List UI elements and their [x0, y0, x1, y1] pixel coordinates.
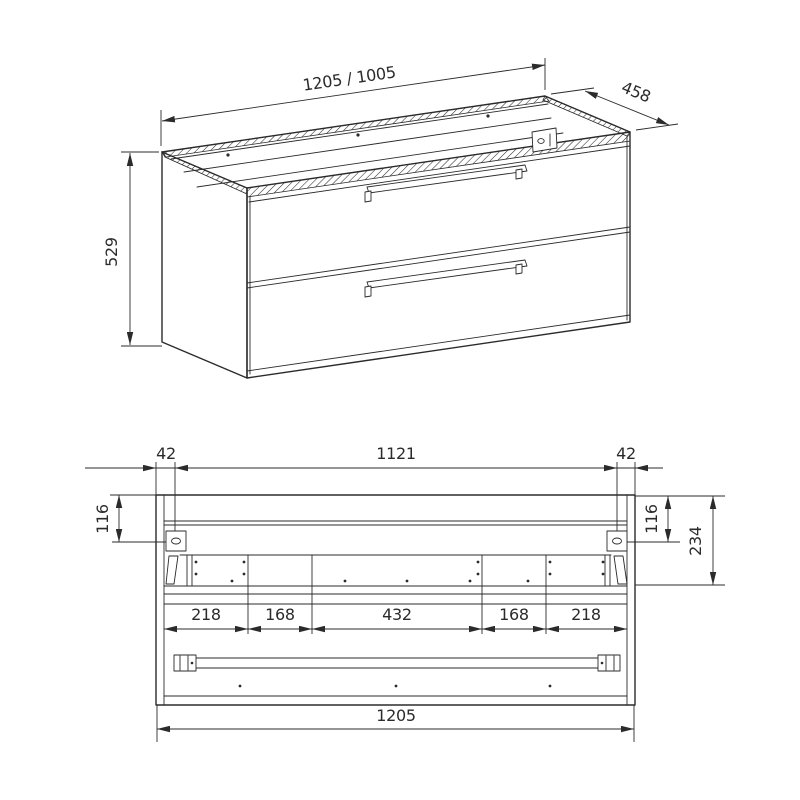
dimension-depth: [551, 77, 678, 130]
dimension-height: [102, 152, 162, 346]
bottom-rail: [174, 655, 620, 687]
depth-dimension-label: 458: [618, 77, 654, 107]
hole-drop-left-label: 116: [93, 504, 112, 534]
plan-outline: [156, 495, 635, 705]
chain-dim-4-label: 168: [499, 605, 529, 624]
chain-dim-3-label: 432: [382, 605, 412, 624]
offset-right-label: 42: [616, 444, 636, 463]
dimension-chain-row: [164, 605, 627, 629]
dimension-top-row: [85, 444, 663, 531]
plan-dimensions: [85, 444, 725, 742]
iso-mounting-bracket: [532, 128, 557, 152]
iso-dimensions: [102, 58, 678, 346]
dimension-total-width: [157, 705, 634, 742]
drawer-slide-right: [602, 555, 627, 586]
isometric-view: [102, 58, 678, 378]
plan-carcass: [156, 495, 635, 705]
height-dimension-label: 529: [102, 237, 121, 267]
dimension-hole-drop-right: [627, 496, 725, 542]
total-width-label: 1205: [376, 706, 416, 725]
chain-dim-5-label: 218: [571, 605, 601, 624]
plan-view: [85, 444, 725, 742]
dimension-hole-drop-left: [93, 495, 166, 542]
inner-width-label: 1121: [376, 444, 416, 463]
drawer-slide-left: [166, 555, 197, 586]
hanging-bracket-left: [166, 531, 186, 551]
drawer-2-handle: [365, 260, 527, 297]
hanging-bracket-right: [607, 531, 627, 551]
chain-dim-1-label: 218: [191, 605, 221, 624]
chain-dim-2-label: 168: [265, 605, 295, 624]
width-dimension-label: 1205 / 1005: [301, 62, 397, 95]
hole-drop-right-label: 116: [642, 504, 661, 534]
offset-left-label: 42: [156, 444, 176, 463]
mount-depth-label: 234: [686, 526, 705, 556]
